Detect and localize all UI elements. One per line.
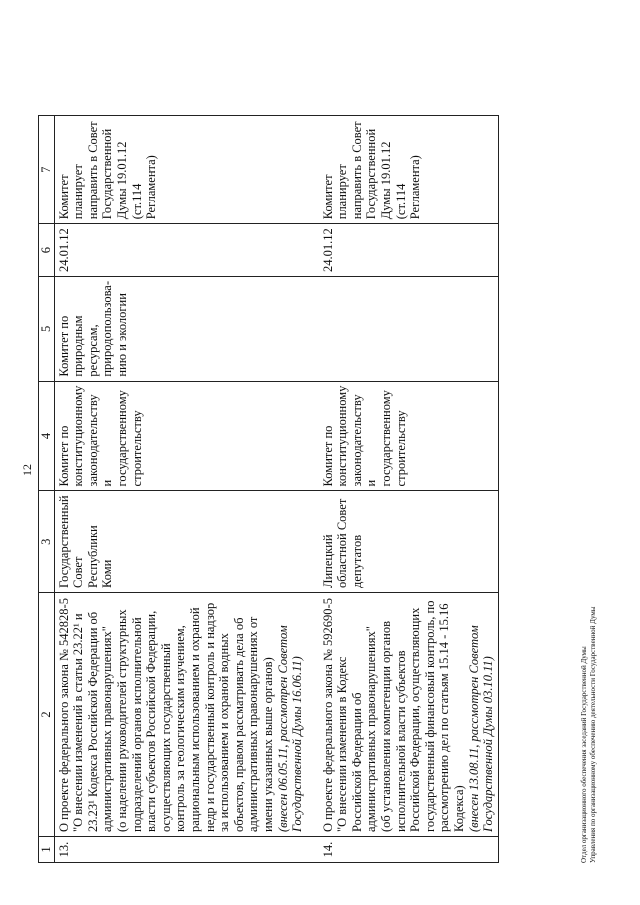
responsible-committee: Комитет по конституционному законодательству и государственному строительству <box>307 381 499 491</box>
date: 24.01.12 <box>54 224 307 277</box>
column-header: 6 <box>39 224 55 277</box>
page-number: 12 <box>20 464 34 476</box>
table-row <box>54 116 307 863</box>
bill-title: О проекте федерального закона № 542828-5 "О внесении изменений в статьи 23.22¹ и 23.23¹ Кодекса Российской Федерации об административных правонарушениях" <box>56 598 115 832</box>
column-header: 5 <box>39 277 55 382</box>
table-row <box>307 116 499 863</box>
bill-note: (внесен 06.05.11, рассмотрен Советом Государственной Думы 16.06.11) <box>275 625 305 832</box>
column-number-row <box>39 116 55 863</box>
bill-subject: (об установлении компетенции органов исполнительной власти субъектов Российской Федерации, осуществляющих государственный финансовый контроль, по рассмотрению дел по статьям 15.14 - 15.16 Кодекса) <box>379 600 467 832</box>
initiator: Государственный Совет Республики Коми <box>54 491 307 593</box>
co-committee <box>307 277 499 382</box>
bill-subject: (о наделении руководителей структурных подразделений органов исполнительной власти субъектов Российской Федерации, осуществляющих государственный контроль за геологическим изучением, рациональным использованием и охраной недр и государственный контроль и надзор за использованием и охраной водных объектов, правом рассматривать дела об административных правонарушениях от имени указанных выше органов) <box>114 602 275 832</box>
status: Комитет планирует направить в Совет Государственной Думы 19.01.12 (ст.114 Регламента) <box>307 116 499 224</box>
bill-description <box>54 593 307 837</box>
footer-line: Отдел организационного обеспечения заседаний Государственной Думы <box>580 646 588 863</box>
footer <box>580 607 598 863</box>
bill-title: О проекте федерального закона № 592690-5 "О внесении изменения в Кодекс Российской Федерации об административных правонарушениях" <box>320 598 379 832</box>
column-header: 1 <box>39 837 55 863</box>
column-header: 7 <box>39 116 55 224</box>
row-number: 13. <box>54 837 307 863</box>
date: 24.01.12 <box>307 224 499 277</box>
column-header: 2 <box>39 593 55 837</box>
column-header: 4 <box>39 381 55 491</box>
bills-table <box>38 115 499 863</box>
co-committee: Комитет по природным ресурсам, природопользова-нию и экологии <box>54 277 307 382</box>
bill-description <box>307 593 499 837</box>
status: Комитет планирует направить в Совет Государственной Думы 19.01.12 (ст.114 Регламента) <box>54 116 307 224</box>
footer-line: Управления по организационному обеспечению деятельности Государственной Думы <box>589 606 597 863</box>
row-number: 14. <box>307 837 499 863</box>
column-header: 3 <box>39 491 55 593</box>
initiator: Липецкий областной Совет депутатов <box>307 491 499 593</box>
responsible-committee: Комитет по конституционному законодательству и государственному строительству <box>54 381 307 491</box>
bill-note: (внесен 13.08.11, рассмотрен Советом Государственной Думы 03.10.11) <box>466 625 496 832</box>
